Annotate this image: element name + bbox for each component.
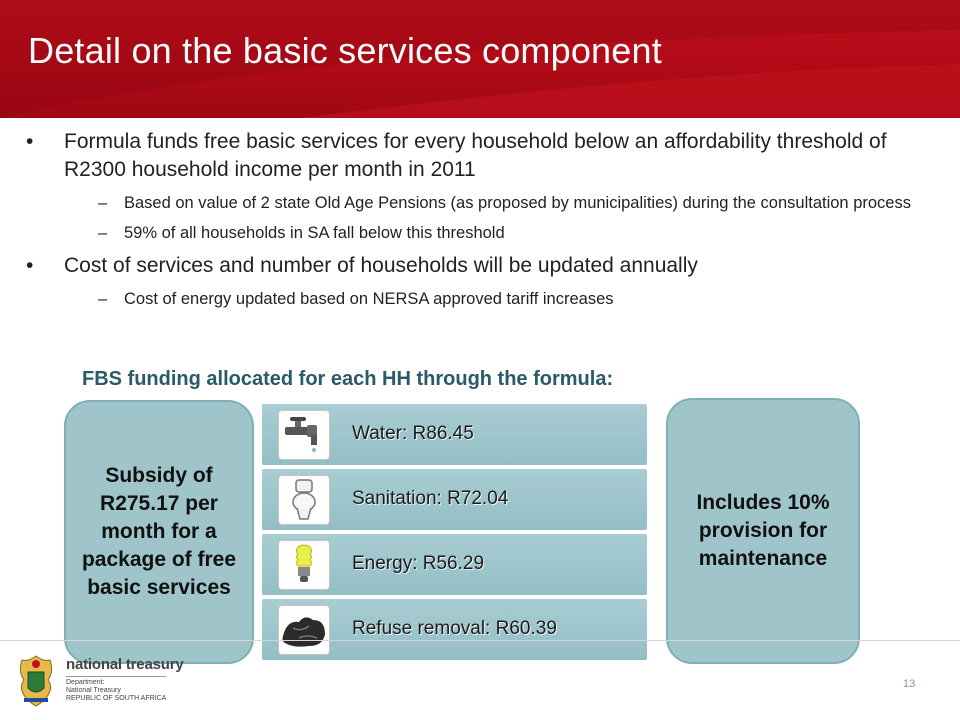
bullet-marker: •: [26, 254, 34, 277]
service-label: Water: R86.45: [352, 423, 474, 444]
brand-line-1: Department:: [66, 679, 105, 686]
sub-bullet-text: Based on value of 2 state Old Age Pensions (as proposed by municipalities) during the consultation process: [124, 194, 911, 212]
bullet-item: [26, 252, 926, 280]
sub-bullet-marker: –: [98, 290, 108, 308]
toilet-icon: [278, 475, 330, 525]
sub-bullet-item: [98, 192, 926, 214]
coat-of-arms-icon: [10, 652, 62, 708]
brand-line-3: REPUBLIC OF SOUTH AFRICA: [66, 695, 167, 702]
sub-bullet-item: [98, 222, 926, 244]
brand-name: national treasury: [66, 656, 184, 673]
bullet-item: [26, 128, 926, 184]
maintenance-box: [666, 398, 860, 664]
bullet-text: Formula funds free basic services for every household below an affordability threshold of R2300 household income per month in 2011: [64, 130, 887, 181]
bullet-text: Cost of services and number of households will be updated annually: [64, 254, 698, 277]
water-tap-icon: [278, 410, 330, 460]
refuse-bag-icon: [278, 605, 330, 655]
sub-bullet-text: Cost of energy updated based on NERSA approved tariff increases: [124, 290, 614, 308]
service-row-refuse: [262, 599, 647, 660]
sub-bullet-text: 59% of all households in SA fall below this threshold: [124, 224, 505, 242]
page-number: 13: [903, 678, 916, 690]
bullet-list: [26, 128, 926, 318]
sub-bullet-marker: –: [98, 194, 108, 212]
service-label: Refuse removal: R60.39: [352, 618, 557, 639]
sub-bullet-marker: –: [98, 224, 108, 242]
service-row-water: [262, 404, 647, 465]
footer-branding: [66, 656, 183, 703]
maintenance-text: Includes 10% provision for maintenance: [696, 491, 830, 570]
slide-header: [0, 0, 960, 118]
service-label: Sanitation: R72.04: [352, 488, 509, 509]
light-bulb-icon: [278, 540, 330, 590]
footer-divider: [0, 640, 960, 641]
service-row-sanitation: [262, 469, 647, 530]
subsidy-text: Subsidy of R275.17 per month for a package of free basic services: [81, 464, 237, 599]
fbs-heading: FBS funding allocated for each HH through the formula:: [82, 368, 614, 390]
services-stack: [262, 404, 647, 664]
sub-bullet-item: [98, 288, 926, 310]
service-label: Energy: R56.29: [352, 553, 485, 574]
subsidy-box: [64, 400, 254, 664]
brand-line-2: National Treasury: [66, 687, 121, 694]
bullet-marker: •: [26, 130, 34, 153]
slide-title: Detail on the basic services component: [28, 30, 662, 71]
service-row-energy: [262, 534, 647, 595]
